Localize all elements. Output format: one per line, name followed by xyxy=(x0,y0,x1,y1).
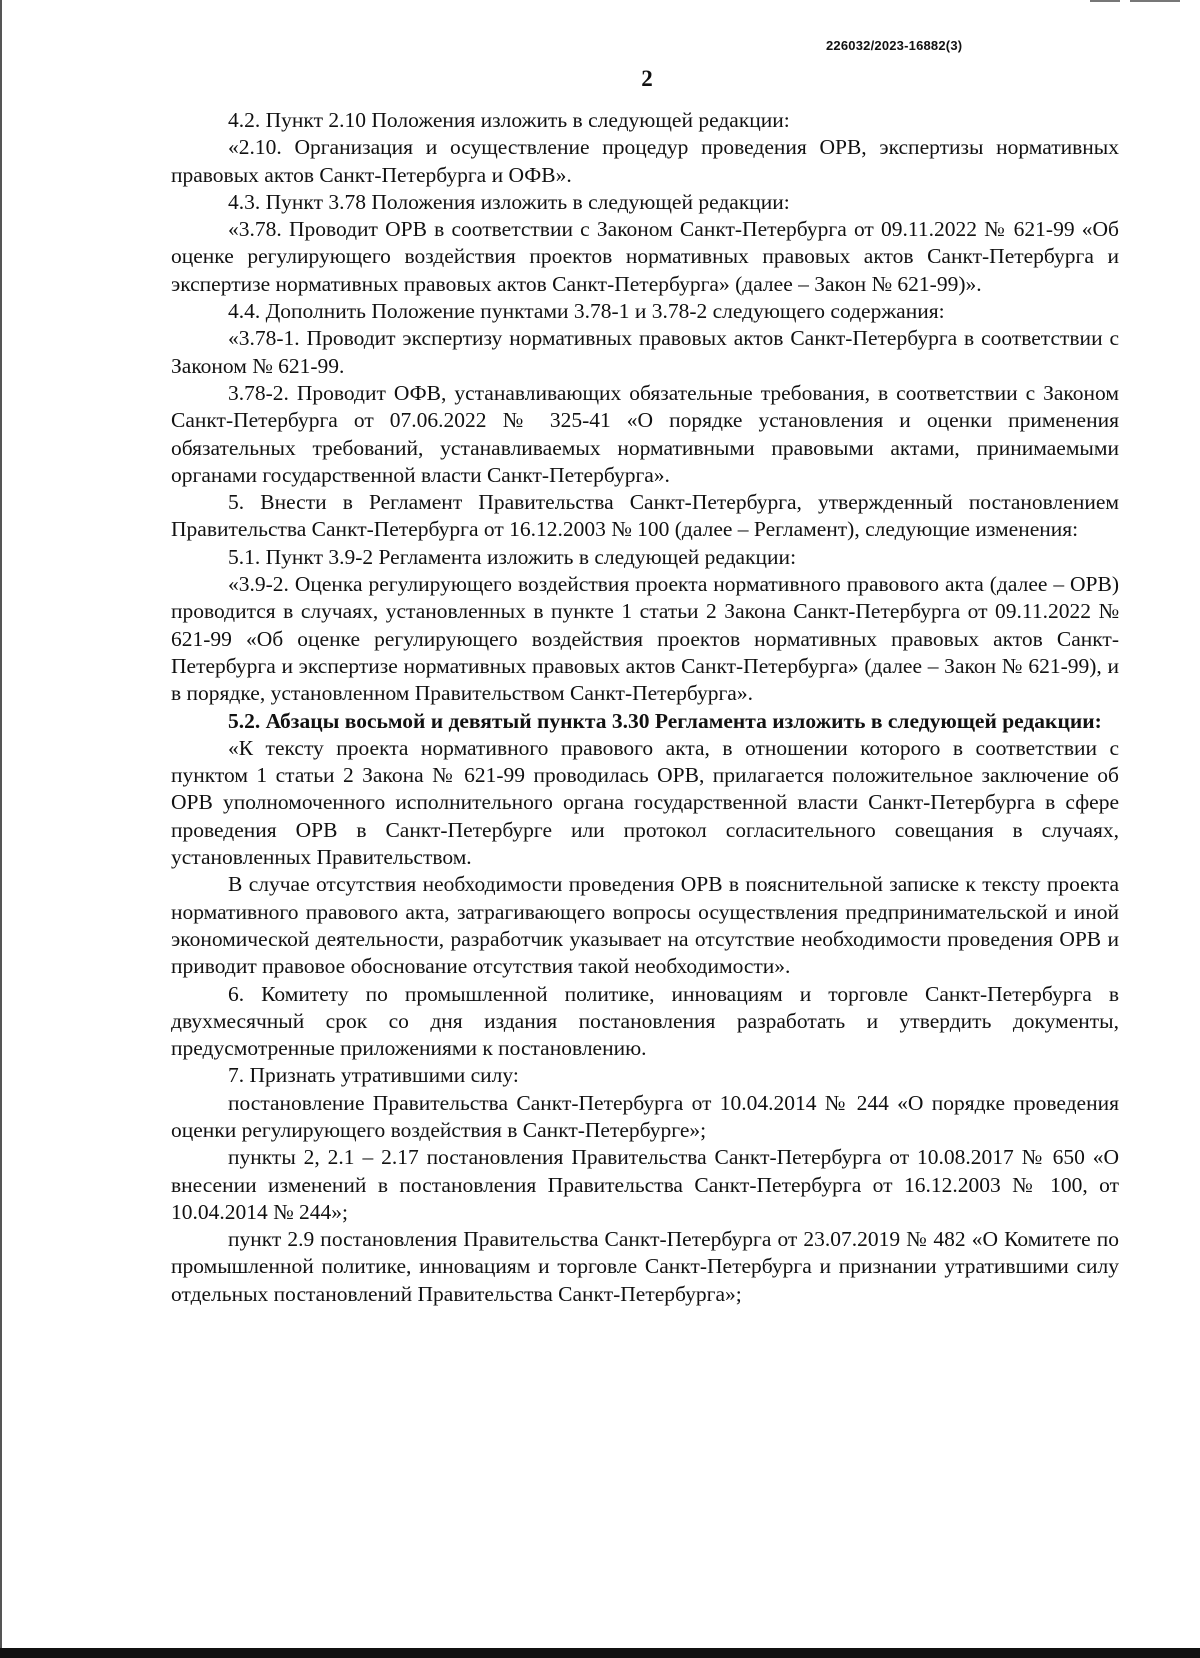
paragraph: 5. Внести в Регламент Правительства Санкт-Петербурга, утвержденный постановлением Правительства Санкт-Петербурга от 16.12.2003 № 100 (далее – Регламент), следующие изменения: xyxy=(171,490,1119,542)
paragraph: пункты 2, 2.1 – 2.17 постановления Правительства Санкт-Петербурга от 10.08.2017 № 650 «О внесении изменений в постановления Правительства Санкт-Петербурга от 16.12.2003 № 100, от 10.04.2014 № 244»; xyxy=(171,1145,1119,1224)
scan-artifact xyxy=(1090,0,1120,2)
paragraph: 7. Признать утратившими силу: xyxy=(228,1063,519,1088)
paragraph: 4.3. Пункт 3.78 Положения изложить в следующей редакции: xyxy=(228,189,790,214)
paragraph: 6. Комитету по промышленной политике, инновациям и торговле Санкт-Петербурга в двухмесячный срок со дня издания постановления разработать и утвердить документы, предусмотренные приложениями к постановлению. xyxy=(171,981,1119,1061)
paragraph: постановление Правительства Санкт-Петербурга от 10.04.2014 № 244 «О порядке проведения оценки регулирующего воздействия в Санкт-Петербурге»; xyxy=(171,1090,1119,1142)
paragraph: 3.78-2. Проводит ОФВ, устанавливающих обязательные требования, в соответствии с Законом Санкт-Петербурга от 07.06.2022 № 325-41 «О порядке установления и оценки применения обязательных требований, устанавливаемых нормативными правовыми актами, принимаемыми органами государственной власти Санкт-Петербурга». xyxy=(171,380,1119,487)
scan-edge-left xyxy=(0,0,2,1658)
paragraph: 4.4. Дополнить Положение пунктами 3.78-1 и 3.78-2 следующего содержания: xyxy=(228,299,945,324)
paragraph: «3.78-1. Проводит экспертизу нормативных правовых актов Санкт-Петербурга в соответствии с Законом № 621-99. xyxy=(171,326,1119,378)
document-registration-number: 226032/2023-16882(3) xyxy=(826,38,963,53)
paragraph: «3.9-2. Оценка регулирующего воздействия проекта нормативного правового акта (далее – ОРВ) проводится в случаях, установленных в пункте 1 статьи 2 Закона Санкт-Петербурга от 09.11.2022 № 621-99 «Об оценке регулирующего воздействия проектов нормативных правовых актов Санкт-Петербурга и экспертизе нормативных правовых актов Санкт-Петербурга» (далее – Закон № 621-99), и в порядке, установленном Правительством Санкт-Петербурга». xyxy=(171,572,1119,706)
paragraph: 5.1. Пункт 3.9-2 Регламента изложить в следующей редакции: xyxy=(228,544,797,569)
scan-edge-bottom xyxy=(0,1648,1200,1658)
document-body xyxy=(171,107,1119,1308)
scan-artifact xyxy=(1130,0,1180,2)
paragraph: «2.10. Организация и осуществление процедур проведения ОРВ, экспертизы нормативных правовых актов Санкт-Петербурга и ОФВ». xyxy=(171,135,1119,187)
paragraph: пункт 2.9 постановления Правительства Санкт-Петербурга от 23.07.2019 № 482 «О Комитете по промышленной политике, инновациям и торговле Санкт-Петербурга и признании утратившими силу отдельных постановлений Правительства Санкт-Петербурга»; xyxy=(171,1227,1119,1306)
paragraph: «3.78. Проводит ОРВ в соответствии с Законом Санкт-Петербурга от 09.11.2022 № 621-99 «Об оценке регулирующего воздействия проектов нормативных правовых актов Санкт-Петербурга и экспертизе нормативных правовых актов Санкт-Петербурга» (далее – Закон № 621-99)». xyxy=(171,217,1119,296)
paragraph: «К тексту проекта нормативного правового акта, в отношении которого в соответствии с пунктом 1 статьи 2 Закона № 621-99 проводилась ОРВ, прилагается положительное заключение об ОРВ уполномоченного исполнительного органа государственной власти Санкт-Петербурга в сфере проведения ОРВ в Санкт-Петербурге или протокол согласительного совещания в случаях, установленных Правительством. xyxy=(171,735,1119,870)
page-number: 2 xyxy=(641,66,653,91)
paragraph: 5.2. Абзацы восьмой и девятый пункта 3.30 Регламента изложить в следующей редакции: xyxy=(228,708,1102,733)
paragraph: 4.2. Пункт 2.10 Положения изложить в следующей редакции: xyxy=(228,108,790,132)
paragraph: В случае отсутствия необходимости проведения ОРВ в пояснительной записке к тексту проекта нормативного правового акта, затрагивающего вопросы осуществления предпринимательской и иной экономической деятельности, разработчик указывает на отсутствие необходимости проведения ОРВ и приводит правовое обоснование отсутствия такой необходимости». xyxy=(171,872,1119,979)
